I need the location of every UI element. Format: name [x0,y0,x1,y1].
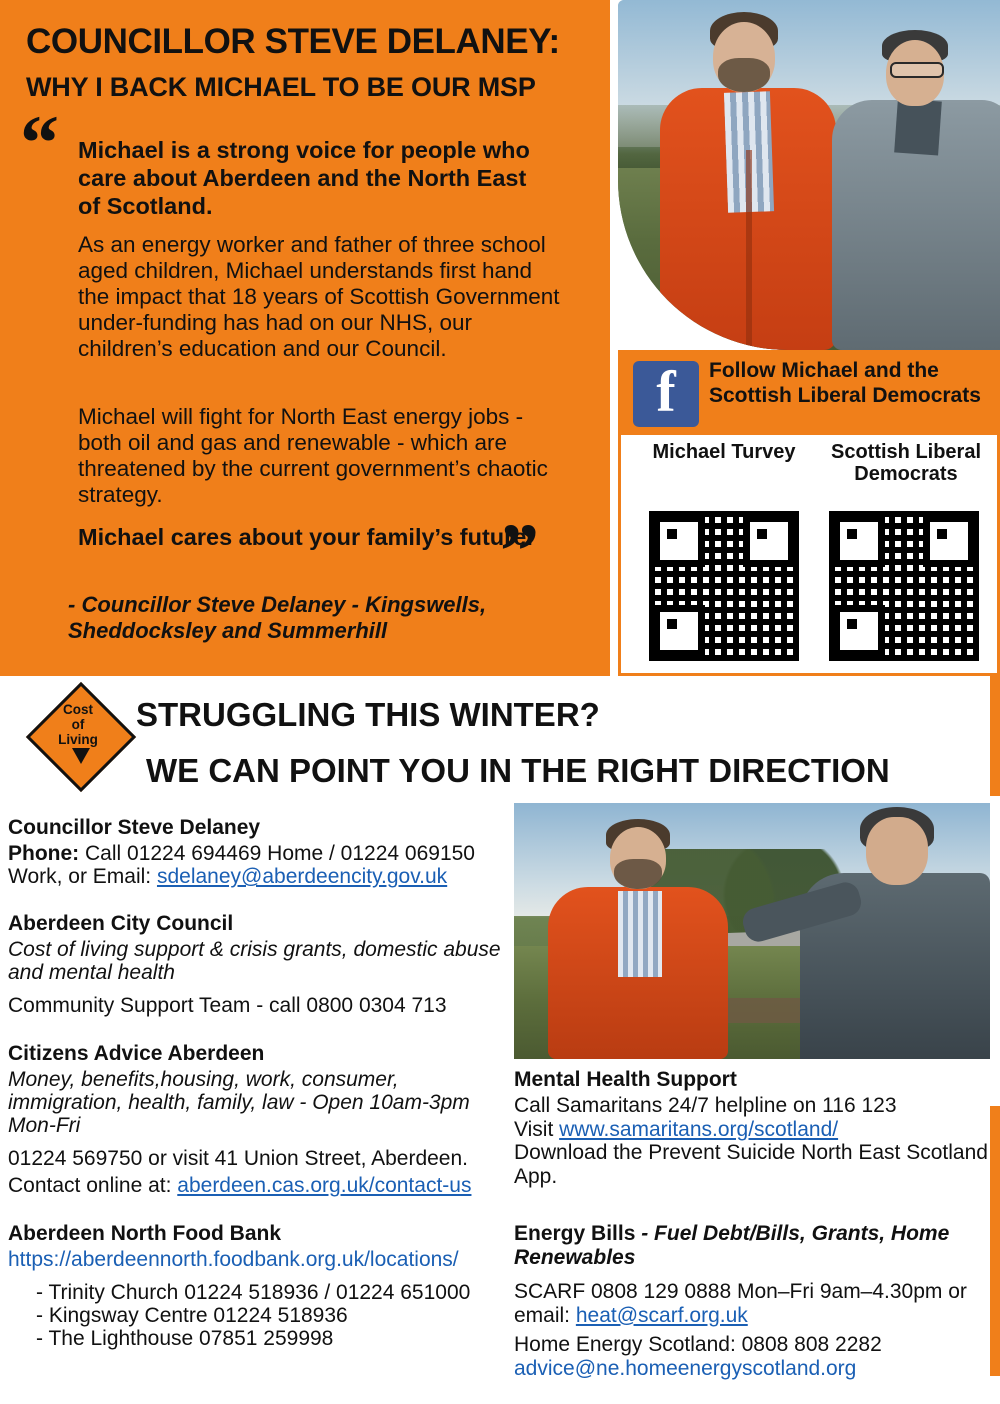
support-title-energy-bills [514,1222,992,1270]
samaritans-visit-prefix: Visit [514,1117,560,1141]
food-bank-location-1: - Trinity Church 01224 518936 / 01224 651000 [36,1281,471,1305]
support-block-energy-bills [514,1222,992,1380]
food-bank-location-3: - The Lighthouse 07851 259998 [36,1327,334,1351]
follow-block-text: Follow Michael and the Scottish Liberal Democrats [709,359,981,407]
endorsement-panel [0,0,1000,676]
qr-eye-icon [743,515,795,567]
page-subtitle: WHY I BACK MICHAEL TO BE OUR MSP [26,72,536,102]
diamond-label-line3: Living [58,732,98,748]
contact-line-council: Community Support Team - call 0800 0304 713 [8,994,447,1018]
qr-code-michael-turvey[interactable] [649,511,799,661]
endorsement-paragraph-1: As an energy worker and father of three school aged children, Michael understands first hand the impact that 18 years of Scottish Government under-funding has had on our NHS, our children’s education and our Council. [78,232,560,362]
qr-eye-icon [833,605,885,657]
support-title-mental-health: Mental Health Support [514,1068,737,1091]
home-energy-scotland-line: Home Energy Scotland: 0808 808 2282 [514,1333,882,1357]
down-arrow-icon [72,748,90,764]
qr-eye-icon [653,605,705,657]
quote-lead-text: Michael is a strong voice for people who care about Aberdeen and the North East of Scotland. [78,137,530,220]
endorsement-attribution: - Councillor Steve Delaney - Kingswells, Sheddocksley and Summerhill [68,592,487,644]
follow-block [618,350,1000,676]
energy-title-main: Energy Bills [514,1222,636,1245]
contact-online-link[interactable]: aberdeen.cas.org.uk/contact-us [177,1174,472,1198]
photo-person-left-zip [746,150,752,350]
contact-block-food-bank [8,1222,508,1350]
home-energy-scotland-email[interactable]: advice@ne.homeenergyscotland.org [514,1356,857,1380]
diamond-label-line2: of [71,717,85,733]
contact-title-citizens-advice: Citizens Advice Aberdeen [8,1042,265,1065]
support-block-mental-health [514,1068,992,1188]
qr-code-scottish-lib-dems[interactable] [829,511,979,661]
photo-person-right-collar [894,99,942,156]
qr-eye-icon [833,515,885,567]
quote-close-icon: ” [500,507,539,594]
qr-eye-icon [923,515,975,567]
photo2-person-right-head [866,817,928,885]
photo2-person-left-beard [614,859,662,889]
photo-person-left-beard [718,58,770,92]
contact-online-citizens-advice [8,1174,508,1197]
diamond-label [30,702,126,747]
contact-desc-citizens-advice: Money, benefits,housing, work, consumer, immigration, health, family, law - Open 10am-3pm Mon-Fri [8,1068,470,1138]
secondary-photo [514,803,990,1059]
scarf-email-link[interactable]: heat@scarf.org.uk [575,1303,748,1327]
winter-heading-line2: WE CAN POINT YOU IN THE RIGHT DIRECTION [146,752,890,789]
facebook-icon[interactable]: f [633,361,699,427]
contact-line-citizens-advice: 01224 569750 or visit 41 Union Street, Aberdeen. [8,1147,468,1171]
page-title: COUNCILLOR STEVE DELANEY: [26,22,560,61]
contact-desc-council: Cost of living support & crisis grants, domestic abuse and mental health [8,938,501,985]
food-bank-location-2: - Kingsway Centre 01224 518936 [36,1304,348,1328]
contact-block-councillor [8,816,508,888]
photo2-person-left-shirt [618,891,662,977]
scarf-text: SCARF 0808 129 0888 Mon–Fri 9am–4.30pm or email: [514,1280,967,1327]
qr-label-michael-turvey: Michael Turvey [652,441,796,463]
phone-text: Call 01224 694469 Home / 01224 069150 Work, or Email: [8,842,475,889]
samaritans-helpline: Call Samaritans 24/7 helpline on 116 123 [514,1094,897,1117]
prevent-suicide-app: Download the Prevent Suicide North East Scotland App. [514,1141,988,1188]
contact-title-councillor: Councillor Steve Delaney [8,816,261,839]
samaritans-website-line [514,1118,992,1142]
quote-open-icon: “ [20,99,59,186]
cost-of-living-badge [30,686,126,782]
hero-photo [618,0,1000,350]
email-link-councillor[interactable]: sdelaney@aberdeencity.gov.uk [156,865,448,889]
phone-label: Phone: [8,842,80,865]
diamond-label-line1: Cost [63,702,93,717]
contact-block-citizens-advice [8,1042,508,1197]
contact-block-council [8,912,508,1017]
endorsement-paragraph-bold: Michael cares about your family’s future. [78,524,533,550]
contact-detail-councillor [8,842,508,888]
contact-title-council: Aberdeen City Council [8,912,234,935]
qr-label-scottish-lib-dems: Scottish Liberal Democrats [830,441,982,486]
winter-heading-line1: STRUGGLING THIS WINTER? [136,696,600,733]
contact-title-food-bank: Aberdeen North Food Bank [8,1222,282,1245]
energy-title-sub: - Fuel Debt/Bills, Grants, Home Renewables [514,1222,950,1269]
scarf-line [514,1280,992,1327]
photo-person-right-glasses [890,62,944,78]
contact-online-prefix: Contact online at: [8,1174,178,1198]
samaritans-website-link[interactable]: www.samaritans.org/scotland/ [559,1117,839,1141]
endorsement-paragraph-2: Michael will fight for North East energy jobs - both oil and gas and renewable - which are threatened by the current government’s chaotic strategy. [78,404,548,508]
food-bank-link[interactable]: https://aberdeennorth.foodbank.org.uk/locations/ [8,1248,459,1271]
qr-eye-icon [653,515,705,567]
